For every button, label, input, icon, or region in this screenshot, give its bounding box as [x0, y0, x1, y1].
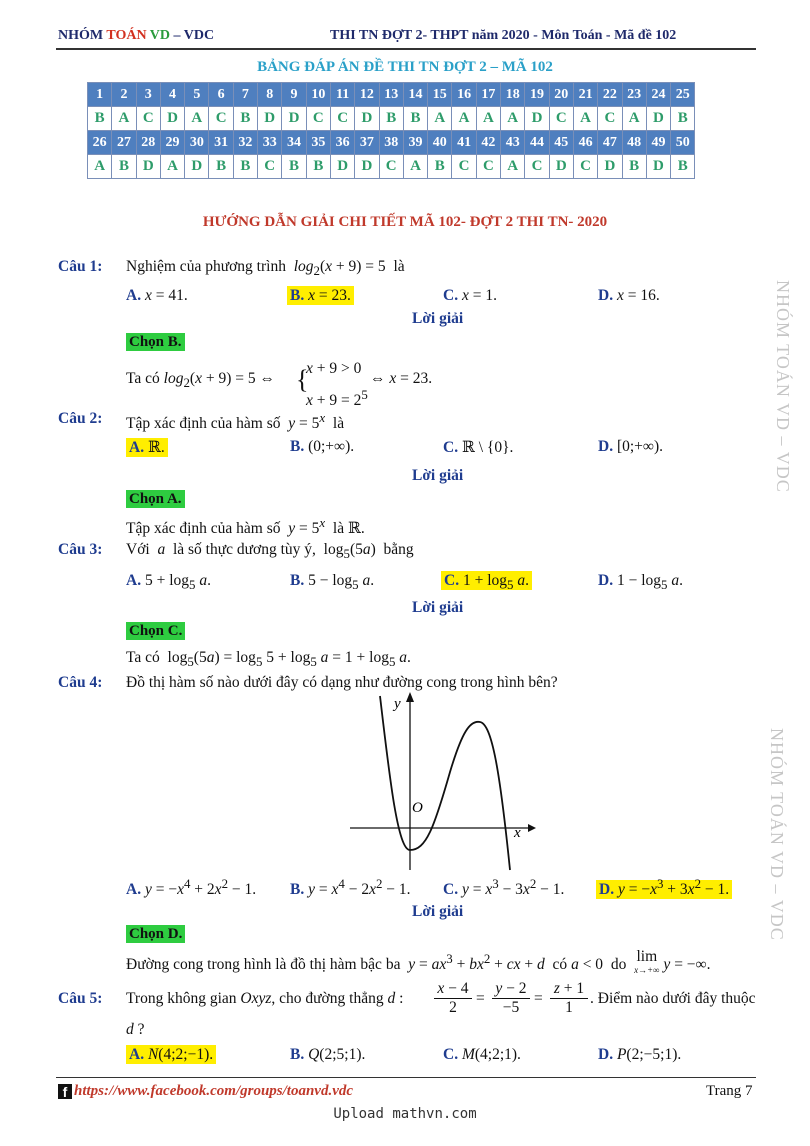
question-2-label: Câu 2: [58, 410, 103, 427]
answer-cell: B [233, 107, 257, 131]
q5-fraction-2: y − 2 −5 [492, 980, 530, 1017]
q5-equals-2: = [534, 990, 543, 1007]
q1-option-a: A. x = 41. [126, 287, 188, 304]
answer-cell: B [233, 155, 257, 179]
question-number-cell: 9 [282, 83, 306, 107]
question-number-cell: 22 [598, 83, 622, 107]
answer-cell: C [379, 155, 403, 179]
y-axis-label: y [394, 696, 401, 712]
q1-option-d: D. x = 16. [598, 287, 660, 304]
upload-credit: Upload mathvn.com [333, 1106, 477, 1122]
question-number-cell: 26 [88, 131, 112, 155]
question-number-cell: 31 [209, 131, 233, 155]
q1-solution: Ta có $\log_2(x + 9) = 5$ ⇔ [126, 370, 276, 391]
answer-cell: D [185, 155, 209, 179]
answer-cell: B [428, 155, 452, 179]
q2-option-a: A. ℝ. [126, 438, 168, 457]
q4-option-a: A. $y = -x^4 + 2x^2 - 1$. [126, 876, 257, 899]
question-number-cell: 15 [428, 83, 452, 107]
q5-option-d: D. P(2;−5;1). [598, 1046, 682, 1063]
question-number-cell: 30 [185, 131, 209, 155]
footer-link[interactable]: f https://www.facebook.com/groups/toanvd.vdc [58, 1083, 353, 1100]
question-number-cell: 49 [646, 131, 670, 155]
question-number-cell: 44 [525, 131, 549, 155]
q5-option-c: C. M(4;2;1). [443, 1046, 521, 1063]
answer-cell: B [622, 155, 646, 179]
q3-solution: Ta có $\log_5(5a) = \log_5 5 + \log_5 a = 1 + \log_5 a$. [126, 649, 411, 670]
cubic-curve [380, 696, 510, 870]
answer-cell: C [452, 155, 476, 179]
question-number-cell: 29 [160, 131, 184, 155]
q1-option-b: B. x = 23. [287, 287, 354, 305]
header-right: THI TN ĐỢT 2- THPT năm 2020 - Môn Toán - Mã đề 102 [330, 28, 677, 43]
answer-cell: A [185, 107, 209, 131]
answer-cell: D [355, 107, 379, 131]
answer-table-number-row [88, 83, 695, 107]
question-number-cell: 39 [403, 131, 427, 155]
answer-cell: B [403, 107, 427, 131]
q1-option-c: C. x = 1. [443, 287, 497, 304]
answer-cell: D [160, 107, 184, 131]
question-number-cell: 10 [306, 83, 330, 107]
question-number-cell: 42 [476, 131, 500, 155]
question-number-cell: 11 [330, 83, 354, 107]
question-number-cell: 23 [622, 83, 646, 107]
answer-cell: C [136, 107, 160, 131]
answer-cell: C [525, 155, 549, 179]
answer-cell: B [88, 107, 112, 131]
q3-option-d: D. $1 - \log_5 a$. [598, 572, 683, 593]
answer-cell: A [622, 107, 646, 131]
answer-table-title: BẢNG ĐÁP ÁN ĐỀ THI TN ĐỢT 2 – MÃ 102 [257, 59, 553, 75]
answer-cell: C [573, 155, 597, 179]
answer-cell: D [355, 155, 379, 179]
q4-option-b: B. $y = x^4 - 2x^2 - 1$. [290, 876, 411, 899]
answer-cell: D [525, 107, 549, 131]
question-number-cell: 12 [355, 83, 379, 107]
answer-cell: C [258, 155, 282, 179]
q5-equals-1: = [476, 990, 485, 1007]
question-number-cell: 4 [160, 83, 184, 107]
question-number-cell: 1 [88, 83, 112, 107]
question-5-text-2: . Điểm nào dưới đây thuộc [590, 990, 756, 1007]
q3-option-b: B. $5 - \log_5 a$. [290, 572, 375, 593]
question-number-cell: 45 [549, 131, 573, 155]
answer-cell: C [476, 155, 500, 179]
question-number-cell: 19 [525, 83, 549, 107]
q1-solution-heading: Lời giải [412, 310, 464, 327]
answer-cell: A [428, 107, 452, 131]
question-number-cell: 2 [112, 83, 136, 107]
question-number-cell: 5 [185, 83, 209, 107]
answer-table [87, 82, 695, 179]
question-2-text: Tập xác định của hàm số $y = 5^x$ là [126, 410, 345, 433]
answer-cell: C [209, 107, 233, 131]
q1-system: x + 9 > 0 $x + 9 = 2^5$ [306, 360, 368, 410]
question-number-cell: 37 [355, 131, 379, 155]
question-number-cell: 32 [233, 131, 257, 155]
header-left: NHÓM TOÁN VD – VDC [58, 28, 215, 43]
answer-cell: A [88, 155, 112, 179]
q3-option-c: C. $1 + \log_5 a$. [441, 572, 532, 593]
question-number-cell: 24 [646, 83, 670, 107]
answer-cell: D [282, 107, 306, 131]
question-number-cell: 33 [258, 131, 282, 155]
answer-cell: A [403, 155, 427, 179]
question-number-cell: 50 [671, 131, 695, 155]
question-5-text: Trong không gian Oxyz, cho đường thẳng d : [126, 990, 404, 1007]
origin-label: O [412, 800, 423, 816]
question-number-cell: 18 [501, 83, 525, 107]
answer-cell: D [549, 155, 573, 179]
q1-system-brace: { [296, 365, 309, 394]
question-number-cell: 43 [501, 131, 525, 155]
answer-cell: C [598, 107, 622, 131]
q3-solution-heading: Lời giải [412, 599, 464, 616]
page-number: Trang 7 [706, 1083, 753, 1099]
q5-fraction-3: z + 1 1 [550, 980, 588, 1017]
question-4-text: Đồ thị hàm số nào dưới đây có dạng như đường cong trong hình bên? [126, 674, 558, 691]
answer-cell: A [501, 155, 525, 179]
question-number-cell: 21 [573, 83, 597, 107]
question-5-label: Câu 5: [58, 990, 103, 1007]
question-number-cell: 3 [136, 83, 160, 107]
question-number-cell: 35 [306, 131, 330, 155]
q2-option-c: C. ℝ \ {0}. [443, 439, 514, 456]
answer-cell: B [209, 155, 233, 179]
question-number-cell: 41 [452, 131, 476, 155]
q1-chon: Chọn B. [126, 333, 185, 351]
section-title: HƯỚNG DẪN GIẢI CHI TIẾT MÃ 102- ĐỢT 2 THI TN- 2020 [202, 214, 608, 230]
answer-cell: C [330, 107, 354, 131]
question-5-text-3: d ? [126, 1021, 145, 1038]
answer-table-answer-row [88, 107, 695, 131]
answer-cell: A [573, 107, 597, 131]
question-number-cell: 40 [428, 131, 452, 155]
answer-cell: B [306, 155, 330, 179]
question-number-cell: 46 [573, 131, 597, 155]
footer-divider [56, 1077, 756, 1078]
answer-cell: D [136, 155, 160, 179]
question-number-cell: 6 [209, 83, 233, 107]
question-1-text: Nghiệm của phương trình $\log_2(x + 9) = 5$ là [126, 258, 405, 279]
answer-cell: D [258, 107, 282, 131]
answer-cell: A [476, 107, 500, 131]
question-3-text: Với a là số thực dương tùy ý, $\log_5(5a)$ bằng [126, 541, 414, 562]
question-number-cell: 17 [476, 83, 500, 107]
q2-solution-heading: Lời giải [412, 467, 464, 484]
q5-fraction-1: x − 4 2 [434, 980, 472, 1017]
q3-chon: Chọn C. [126, 622, 185, 640]
question-number-cell: 20 [549, 83, 573, 107]
answer-cell: D [598, 155, 622, 179]
header-divider [56, 48, 756, 50]
question-4-label: Câu 4: [58, 674, 103, 691]
answer-cell: D [646, 107, 670, 131]
question-number-cell: 47 [598, 131, 622, 155]
answer-cell: B [379, 107, 403, 131]
x-axis-label: x [514, 825, 521, 841]
q5-option-a: A. N(4;2;−1). [126, 1046, 216, 1064]
q5-option-b: B. Q(2;5;1). [290, 1046, 366, 1063]
question-number-cell: 27 [112, 131, 136, 155]
question-3-label: Câu 3: [58, 541, 103, 558]
question-number-cell: 48 [622, 131, 646, 155]
question-number-cell: 38 [379, 131, 403, 155]
answer-cell: A [452, 107, 476, 131]
q4-solution-heading: Lời giải [412, 903, 464, 920]
answer-table-answer-row [88, 155, 695, 179]
question-number-cell: 36 [330, 131, 354, 155]
watermark-bottom: NHÓM TOÁN VD – VDC [767, 728, 787, 941]
q2-solution: Tập xác định của hàm số $y = 5^x$ là ℝ. [126, 515, 365, 538]
question-1-label: Câu 1: [58, 258, 103, 275]
question-number-cell: 8 [258, 83, 282, 107]
answer-cell: D [330, 155, 354, 179]
q4-chon: Chọn D. [126, 925, 185, 943]
question-number-cell: 13 [379, 83, 403, 107]
q4-option-d: D. $y = -x^3 + 3x^2 - 1$. [596, 876, 732, 899]
q3-option-a: A. $5 + \log_5 a$. [126, 572, 211, 593]
answer-cell: A [112, 107, 136, 131]
question-number-cell: 16 [452, 83, 476, 107]
q2-chon: Chọn A. [126, 490, 185, 508]
answer-cell: B [282, 155, 306, 179]
question-number-cell: 28 [136, 131, 160, 155]
answer-cell: B [671, 107, 695, 131]
q2-option-b: B. (0;+∞). [290, 438, 355, 455]
watermark-top: NHÓM TOÁN VD – VDC [773, 280, 793, 493]
q4-solution: Đường cong trong hình là đồ thị hàm bậc ba $y = ax^3 + bx^2$ + cx + d có a < 0 do lim x→+∞ y = −∞. [126, 948, 711, 975]
question-number-cell: 14 [403, 83, 427, 107]
answer-cell: B [112, 155, 136, 179]
q4-graph [350, 692, 540, 872]
facebook-icon: f [58, 1084, 72, 1099]
question-number-cell: 7 [233, 83, 257, 107]
answer-cell: C [549, 107, 573, 131]
answer-cell: C [306, 107, 330, 131]
question-number-cell: 25 [671, 83, 695, 107]
question-number-cell: 34 [282, 131, 306, 155]
q1-result: ⇔ x = 23. [370, 370, 433, 387]
answer-cell: D [646, 155, 670, 179]
q2-option-d: D. [0;+∞). [598, 438, 663, 455]
answer-cell: A [160, 155, 184, 179]
answer-cell: A [501, 107, 525, 131]
answer-cell: B [671, 155, 695, 179]
q4-option-c: C. $y = x^3 - 3x^2 - 1$. [443, 876, 565, 899]
answer-table-number-row [88, 131, 695, 155]
